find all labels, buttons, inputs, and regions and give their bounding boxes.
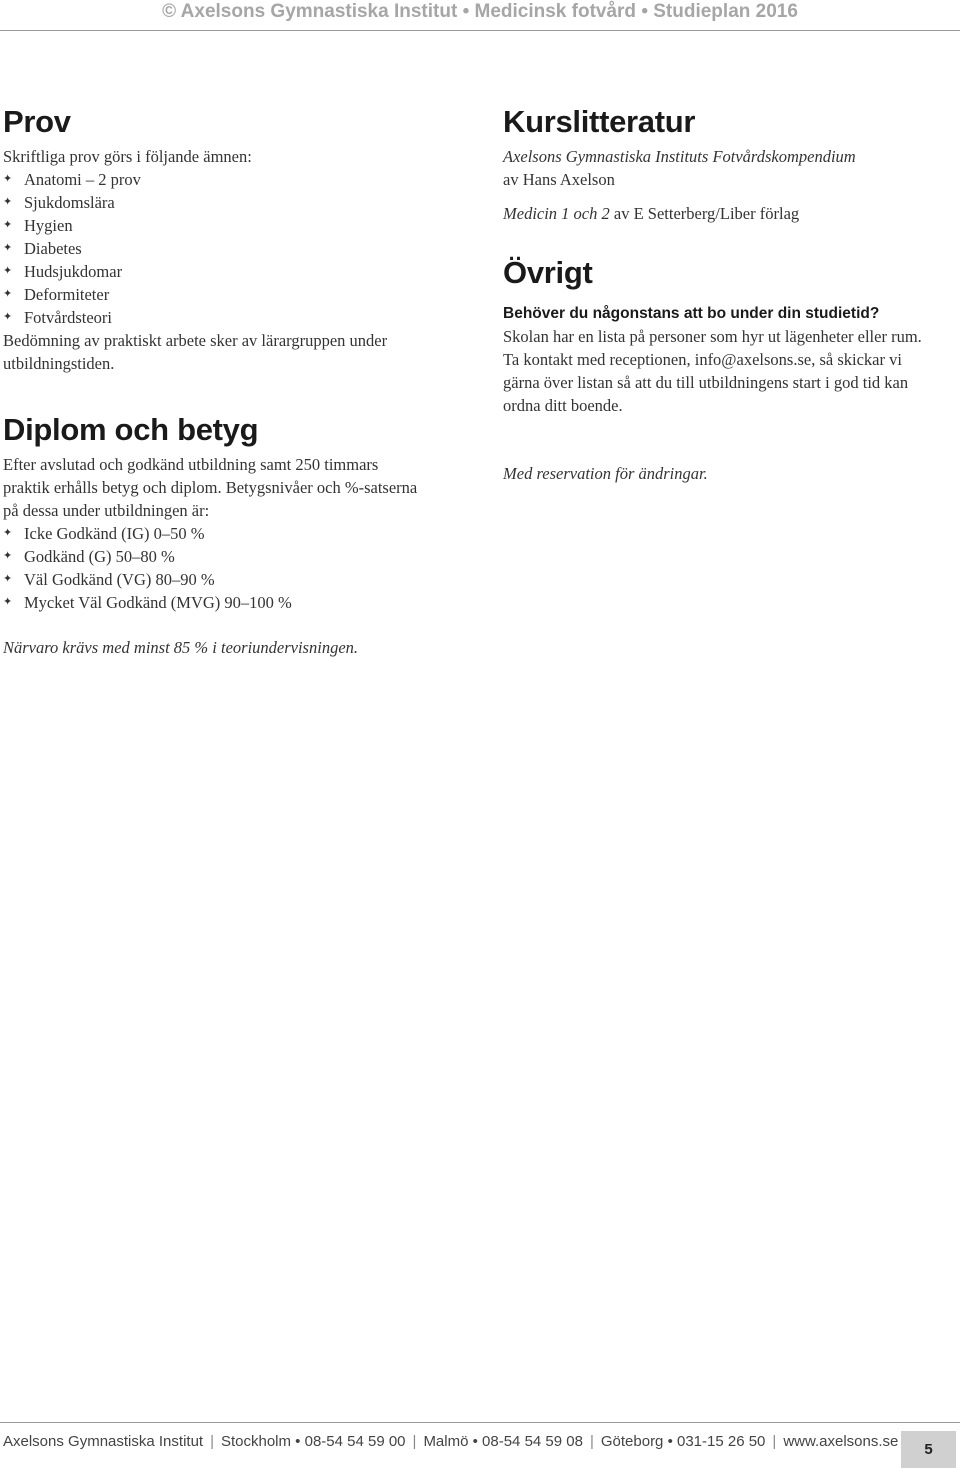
ovrigt-section (503, 255, 958, 485)
diplom-text-line-3: på dessa under utbildningen är: (3, 501, 210, 520)
bullet-icon: ✦ (3, 265, 13, 277)
bullet-icon: ✦ (3, 288, 13, 300)
footer-stockholm: Stockholm • 08-54 54 59 00 (220, 1433, 406, 1450)
diplom-heading: Diplom och betyg (3, 412, 259, 447)
footer-separator: | (772, 1433, 777, 1450)
list-item: ✦ Diabetes (3, 239, 82, 258)
list-item: ✦ Deformiteter (3, 285, 110, 304)
housing-text-line-3: gärna över listan så att du till utbildningens start i god tid kan (503, 373, 909, 392)
bullet-icon: ✦ (3, 219, 13, 231)
kurslitteratur-section (503, 104, 958, 225)
bullet-icon: ✦ (3, 242, 13, 254)
book-2-publisher: av E Setterberg/Liber förlag (609, 204, 800, 223)
book-1-title: Axelsons Gymnastiska Instituts Fotvårdskompendium (503, 147, 856, 166)
ovrigt-heading: Övrigt (503, 255, 593, 290)
bullet-icon: ✦ (3, 196, 13, 208)
footer-website: www.axelsons.se (783, 1433, 899, 1450)
bullet-icon: ✦ (3, 596, 13, 608)
prov-assessment-line-1: Bedömning av praktiskt arbete sker av lärargruppen under (3, 331, 388, 350)
list-item: ✦ Godkänd (G) 50–80 % (3, 547, 175, 566)
prov-section (3, 104, 473, 375)
left-column (3, 100, 473, 659)
footer-org: Axelsons Gymnastiska Institut (3, 1433, 204, 1450)
bullet-icon: ✦ (3, 173, 13, 185)
diplom-text-line-1: Efter avslutad och godkänd utbildning samt 250 timmars (3, 455, 379, 474)
footer-separator: | (412, 1433, 417, 1450)
prov-intro: Skriftliga prov görs i följande ämnen: (3, 147, 252, 166)
reservation-note: Med reservation för ändringar. (503, 464, 708, 483)
list-item: ✦ Fotvårdsteori (3, 308, 112, 327)
kurslitteratur-heading: Kurslitteratur (503, 104, 696, 139)
page-header (0, 0, 960, 31)
list-item: ✦ Icke Godkänd (IG) 0–50 % (3, 524, 205, 543)
prov-heading: Prov (3, 104, 71, 139)
list-item: ✦ Hudsjukdomar (3, 262, 123, 281)
book-2-title: Medicin 1 och 2 (503, 204, 610, 223)
list-item: ✦ Sjukdomslära (3, 193, 115, 212)
book-1-author: av Hans Axelson (503, 170, 615, 189)
housing-question: Behöver du någonstans att bo under din studietid? (503, 305, 880, 322)
page-footer (3, 1431, 898, 1453)
list-item: ✦ Anatomi – 2 prov (3, 170, 141, 189)
bullet-icon: ✦ (3, 311, 13, 323)
prov-subject-list (3, 168, 473, 329)
page-number: 5 (901, 1431, 956, 1468)
book-2 (503, 202, 958, 225)
diplom-section (3, 412, 473, 659)
list-item: ✦ Hygien (3, 216, 73, 235)
bullet-icon: ✦ (3, 573, 13, 585)
footer-separator: | (589, 1433, 594, 1450)
footer-goteborg: Göteborg • 031-15 26 50 (600, 1433, 766, 1450)
header-title: © Axelsons Gymnastiska Institut • Medicinsk fotvård • Studieplan 2016 (162, 1, 798, 22)
list-item: ✦ Väl Godkänd (VG) 80–90 % (3, 570, 215, 589)
grade-list (3, 522, 473, 614)
housing-text-line-2: Ta kontakt med receptionen, info@axelsons.se, så skickar vi (503, 350, 902, 369)
list-item: ✦ Mycket Väl Godkänd (MVG) 90–100 % (3, 593, 292, 612)
bullet-icon: ✦ (3, 550, 13, 562)
prov-assessment-line-2: utbildningstiden. (3, 354, 115, 373)
footer-separator: | (210, 1433, 214, 1450)
diplom-text-line-2: praktik erhålls betyg och diplom. Betygsnivåer och %-satserna (3, 478, 418, 497)
attendance-note: Närvaro krävs med minst 85 % i teoriundervisningen. (3, 638, 359, 657)
housing-text-line-1: Skolan har en lista på personer som hyr ut lägenheter eller rum. (503, 327, 922, 346)
housing-text-line-4: ordna ditt boende. (503, 396, 623, 415)
footer-divider (0, 1422, 960, 1423)
bullet-icon: ✦ (3, 527, 13, 539)
right-column (503, 100, 958, 485)
footer-malmo: Malmö • 08-54 54 59 08 (423, 1433, 583, 1450)
